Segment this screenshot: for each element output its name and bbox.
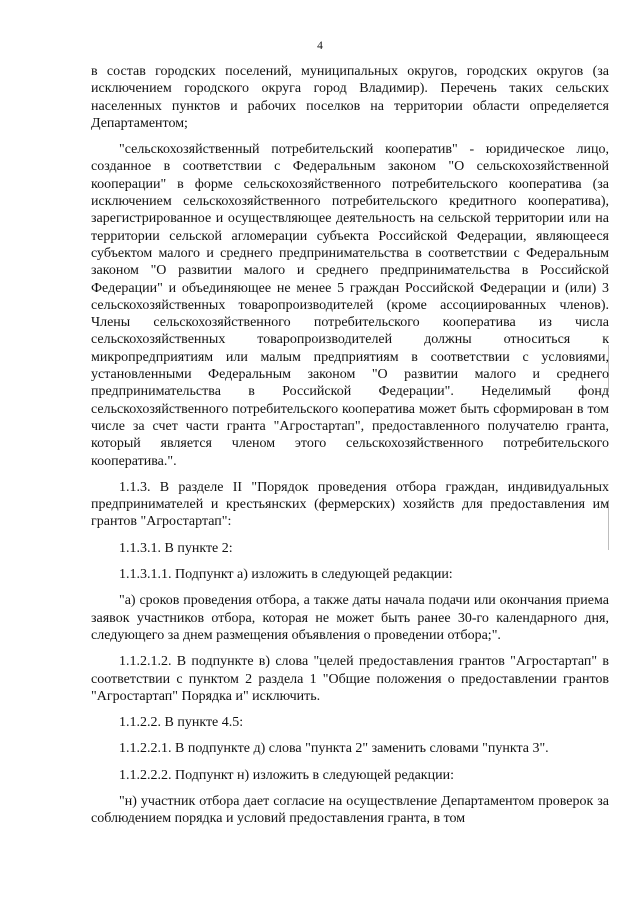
paragraph-1-1-2-2-1: 1.1.2.2.1. В подпункте д) слова "пункта 2" заменить словами "пункта 3".: [119, 741, 549, 757]
paragraph-1-1-3: 1.1.3. В разделе II "Порядок проведения отбора граждан, индивидуальных предпринимателей и крестьянских (фермерских) хозяйств для предоставления им грантов "Агростартап":: [91, 479, 609, 530]
paragraph-1-1-2-2-2: 1.1.2.2.2. Подпункт н) изложить в следующей редакции:: [119, 767, 454, 783]
paragraph-settlements-continuation: в состав городских поселений, муниципальных округов, городских округов (за исключением городского округа город Владимир). Перечень таких сельских населенных пунктов и рабочих поселков на территории области определяется Департаментом;: [91, 64, 609, 131]
paragraph-quoted-item-a: "а) сроков проведения отбора, а также даты начала подачи или окончания приема заявок участников отбора, которая не может быть ранее 30-го календарного дня, следующего за днем размещения объявления о проведении отбора;".: [91, 593, 609, 643]
paragraph-cooperative-definition: "сельскохозяйственный потребительский кооператив" - юридическое лицо, созданное в соответствии с Федеральным законом "О сельскохозяйственной кооперации" в форме сельскохозяйственного потребительского кооператива (за исключением сельскохозяйственного потребительского кредитного кооператива), зарегистрированное и осуществляющее деятельность на сельской территории или на территории сельской агломерации субъекта Российской Федерации, являющееся субъектом малого и среднего предпринимательства в соответствии с Федеральным законом "О развитии малого и среднего предпринимательства в Российской Федерации" и объединяющее не менее 5 граждан Российской Федерации и (или) 3 сельскохозяйственных товаропроизводителей (кроме ассоциированных членов). Члены сельскохозяйственного потребительского кооператива из числа сельскохозяйственных товаропроизводителей должны относиться к микропредприятиям или малым предприятиям в соответствии с условиями, установленными Федеральным законом "О развитии малого и среднего предпринимательства в Российской Федерации". Неделимый фонд сельскохозяйственного потребительского кооператива может быть сформирован в том числе за счет части гранта "Агростартап", предоставленного получателю гранта, который является членом этого сельскохозяйственного потребительского кооператива.".: [91, 142, 609, 469]
page-number: 4: [317, 40, 323, 52]
paragraph-1-1-3-1: 1.1.3.1. В пункте 2:: [119, 540, 233, 556]
document-body: [91, 63, 609, 828]
paragraph-1-1-2-1-2: 1.1.2.1.2. В подпункте в) слова "целей предоставления грантов "Агростартап" в соответствии с пунктом 2 раздела 1 "Общие положения о предоставлении грантов "Агростартап" Порядка и" исключить.: [91, 654, 609, 704]
paragraph-quoted-item-n: "н) участник отбора дает согласие на осуществление Департаментом проверок за соблюдением порядка и условий предоставления гранта, в том: [91, 793, 609, 827]
paragraph-1-1-2-2: 1.1.2.2. В пункте 4.5:: [119, 715, 244, 731]
paragraph-1-1-3-1-1: 1.1.3.1.1. Подпункт а) изложить в следующей редакции:: [119, 567, 453, 583]
